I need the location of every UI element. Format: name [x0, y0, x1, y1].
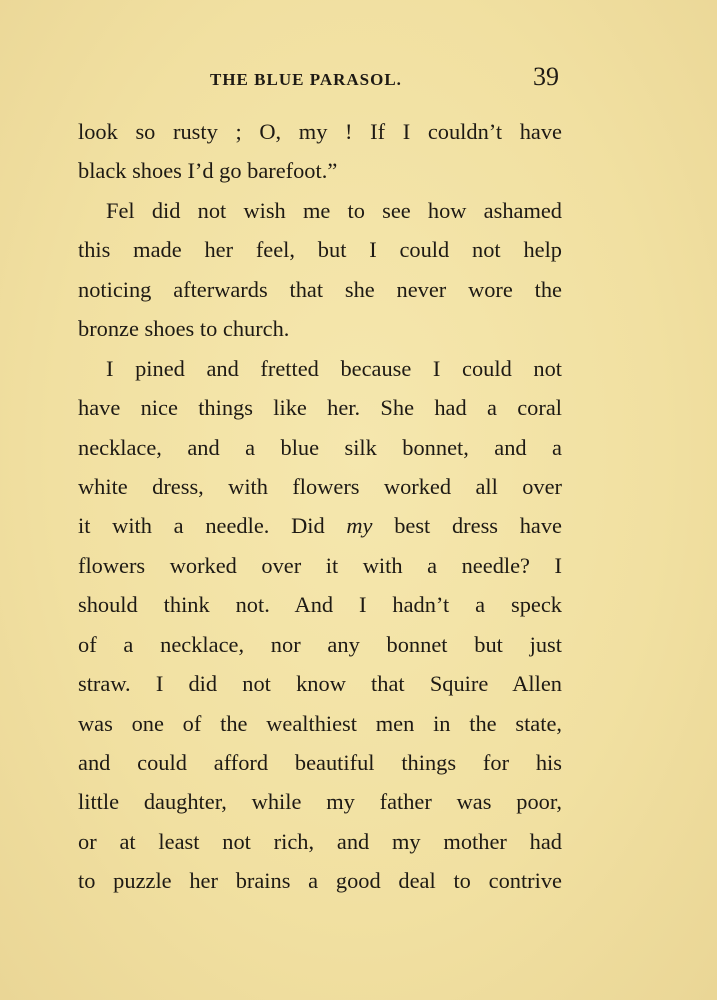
text-line: bronze shoes to church.	[78, 316, 290, 342]
body-text	[78, 112, 562, 901]
text-line: to puzzle her brains a good deal to contrive	[78, 868, 562, 894]
text-line: should think not. And I hadn’t a speck	[78, 592, 562, 618]
text-line: of a necklace, nor any bonnet but just	[78, 631, 562, 657]
text-line-part: best dress have	[372, 513, 562, 539]
text-line: Fel did not wish me to see how ashamed	[106, 197, 562, 223]
text-line: little daughter, while my father was poor,	[78, 789, 562, 815]
text-line: have nice things like her. She had a coral	[78, 395, 562, 421]
text-line: necklace, and a blue silk bonnet, and a	[78, 434, 562, 460]
text-line: look so rusty ; O, my ! If I couldn’t have	[78, 119, 562, 144]
running-head: THE BLUE PARASOL.	[210, 70, 402, 89]
text-line: straw. I did not know that Squire Allen	[78, 671, 562, 697]
page-number: 39	[533, 62, 559, 91]
emphasis-word: my	[346, 513, 373, 539]
text-line: this made her feel, but I could not help	[78, 237, 562, 263]
text-line: or at least not rich, and my mother had	[78, 828, 562, 854]
text-line: I pined and fretted because I could not	[106, 355, 562, 381]
text-line: black shoes I’d go barefoot.”	[78, 158, 338, 184]
text-line: flowers worked over it with a needle? I	[78, 552, 562, 578]
text-line	[78, 506, 562, 545]
text-line: noticing afterwards that she never wore the	[78, 276, 562, 302]
text-line-part: it with a needle. Did	[78, 513, 347, 539]
text-line: was one of the wealthiest men in the state,	[78, 710, 562, 736]
text-line: white dress, with flowers worked all over	[78, 473, 562, 499]
text-line: and could afford beautiful things for his	[78, 750, 562, 775]
